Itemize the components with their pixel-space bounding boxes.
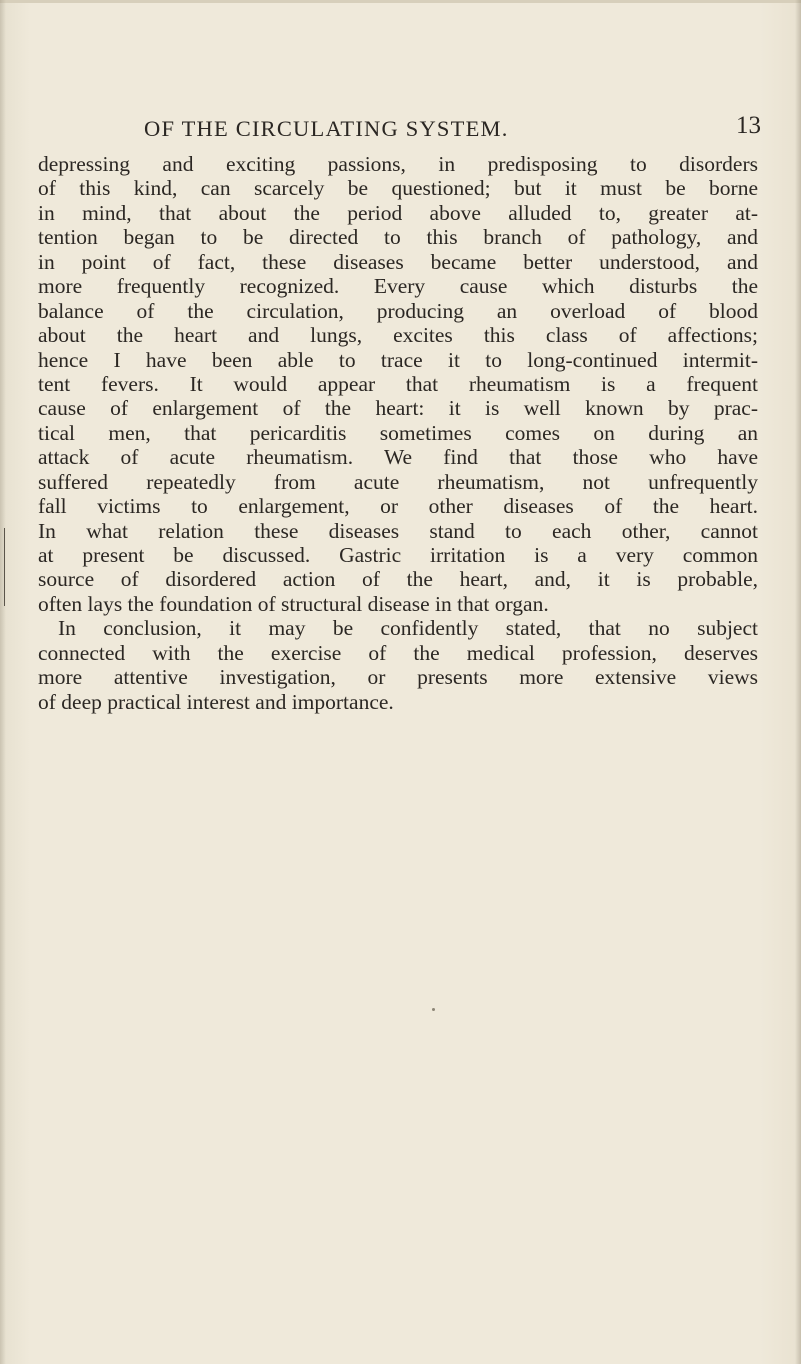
text-line: suffered repeatedly from acute rheumatism, not unfrequently bbox=[38, 469, 758, 494]
text-line: attack of acute rheumatism. We find that those who have bbox=[38, 445, 758, 470]
text-line: in mind, that about the period above alluded to, greater at- bbox=[38, 200, 758, 225]
text-line: balance of the circulation, producing an overload of blood bbox=[38, 298, 758, 323]
body-text bbox=[38, 152, 758, 714]
text-line: of deep practical interest and importance. bbox=[38, 689, 394, 714]
text-line: hence I have been able to trace it to long-continued intermit- bbox=[38, 347, 758, 372]
margin-line-mark bbox=[4, 528, 5, 606]
text-line: In what relation these diseases stand to each other, cannot bbox=[38, 518, 758, 543]
page-number: 13 bbox=[736, 112, 761, 139]
text-line: more attentive investigation, or presents more extensive views bbox=[38, 665, 758, 690]
page-top-edge bbox=[0, 0, 801, 3]
running-head bbox=[0, 112, 801, 142]
text-line: more frequently recognized. Every cause which disturbs the bbox=[38, 274, 758, 299]
text-line: about the heart and lungs, excites this class of affections; bbox=[38, 323, 758, 348]
text-line: often lays the foundation of structural disease in that organ. bbox=[38, 591, 549, 616]
page-right-edge bbox=[795, 0, 801, 1364]
text-line: depressing and exciting passions, in predisposing to disorders bbox=[38, 152, 758, 176]
text-line: source of disordered action of the heart, and, it is probable, bbox=[38, 567, 758, 592]
text-line: at present be discussed. Gastric irritation is a very common bbox=[38, 543, 758, 567]
text-line: tent fevers. It would appear that rheumatism is a frequent bbox=[38, 371, 758, 396]
text-line: in point of fact, these diseases became better understood, and bbox=[38, 249, 758, 274]
paper-speck bbox=[432, 1008, 435, 1011]
text-line: fall victims to enlargement, or other diseases of the heart. bbox=[38, 494, 758, 519]
page-left-edge bbox=[0, 0, 6, 1364]
text-line: cause of enlargement of the heart: it is well known by prac- bbox=[38, 396, 758, 421]
text-line: of this kind, can scarcely be questioned; but it must be borne bbox=[38, 176, 758, 201]
running-title: OF THE CIRCULATING SYSTEM. bbox=[144, 116, 509, 141]
text-line: connected with the exercise of the medical profession, deserves bbox=[38, 640, 758, 665]
text-line: tention began to be directed to this branch of pathology, and bbox=[38, 225, 758, 250]
text-line: tical men, that pericarditis sometimes comes on during an bbox=[38, 420, 758, 445]
text-line: In conclusion, it may be confidently stated, that no subject bbox=[58, 616, 758, 641]
